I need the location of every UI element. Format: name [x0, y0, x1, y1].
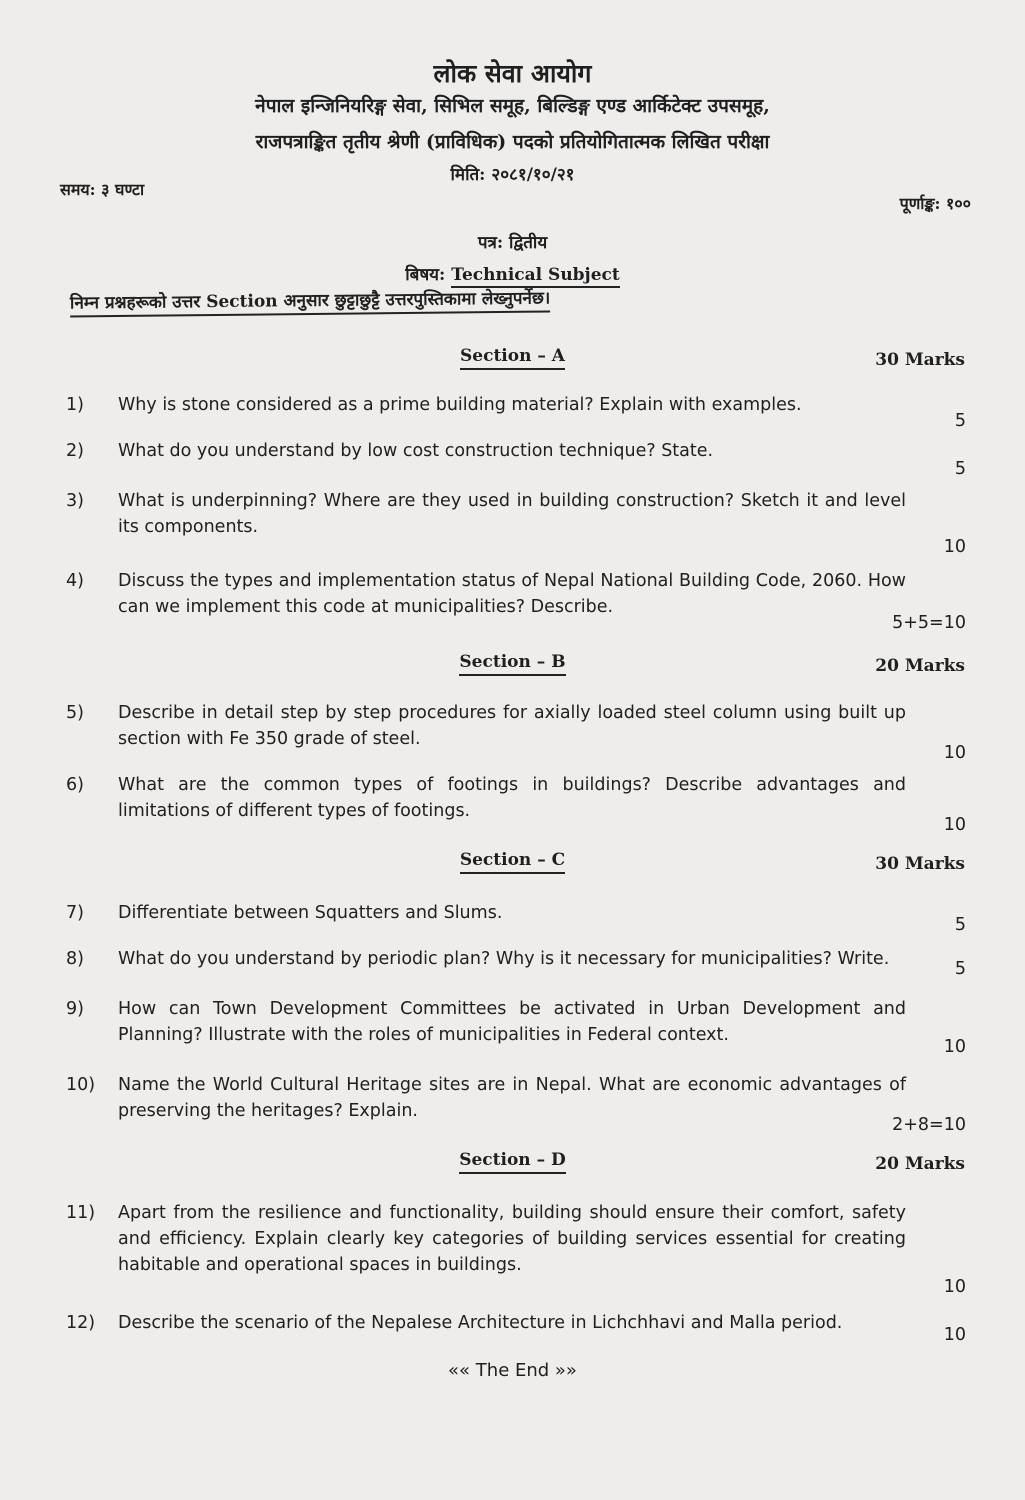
question-4 [66, 568, 966, 634]
subject-line [0, 262, 1025, 285]
question-marks: 5 [954, 411, 966, 431]
section-d-heading [0, 1150, 1025, 1180]
exam-line: राजपत्राङ्कित तृतीय श्रेणी (प्राविधिक) पदको प्रतियोगितात्मक लिखित परीक्षा [255, 131, 770, 153]
question-9 [66, 996, 966, 1062]
question-number: 1) [66, 395, 84, 415]
question-number: 2) [66, 441, 84, 461]
exam-date: मिति: २०८१/१०/२१ [450, 165, 575, 185]
question-2 [66, 438, 966, 478]
question-text: What do you understand by low cost construction technique? State. [118, 441, 714, 461]
service-line: नेपाल इन्जिनियरिङ्ग सेवा, सिभिल समूह, बिल्डिङ्ग एण्ड आर्किटेक्ट उपसमूह, [255, 95, 770, 117]
question-number: 6) [66, 775, 84, 795]
paper-number: पत्र: द्वितीय [477, 233, 548, 253]
question-10 [66, 1072, 966, 1138]
question-12 [66, 1310, 966, 1350]
section-marks: 20 Marks [875, 656, 965, 676]
question-text: Why is stone considered as a prime building material? Explain with examples. [118, 395, 802, 415]
question-marks: 5 [954, 915, 966, 935]
question-marks: 10 [943, 1277, 966, 1297]
question-marks: 5 [954, 459, 966, 479]
question-text: Name the World Cultural Heritage sites are in Nepal. What are economic advantages of preserving the heritages? Explain. [118, 1075, 906, 1121]
question-marks: 5 [954, 959, 966, 979]
section-title: Section – C [460, 850, 565, 874]
question-number: 7) [66, 903, 84, 923]
question-number: 12) [66, 1313, 96, 1333]
question-number: 8) [66, 949, 84, 969]
section-a-heading [0, 346, 1025, 376]
exam-time: समय: ३ घण्टा [60, 180, 145, 199]
question-number: 5) [66, 703, 84, 723]
question-marks: 10 [943, 815, 966, 835]
section-b-heading [0, 652, 1025, 682]
section-title: Section – B [459, 652, 565, 676]
end-marker: «« The End »» [448, 1360, 577, 1381]
question-text: Apart from the resilience and functionality, building should ensure their comfort, safety and efficiency. Explain clearly key categories of building services essential for creating habitable and operational spaces in buildings. [118, 1203, 906, 1275]
question-marks: 10 [943, 1325, 966, 1345]
question-text: What are the common types of footings in buildings? Describe advantages and limitations of different types of footings. [118, 775, 906, 821]
question-marks: 2+8=10 [892, 1115, 966, 1135]
question-marks: 10 [943, 743, 966, 763]
question-text: What do you understand by periodic plan? Why is it necessary for municipalities? Write. [118, 949, 890, 969]
question-text: How can Town Development Committees be activated in Urban Development and Planning? Illustrate with the roles of municipalities in Federal context. [118, 999, 906, 1045]
subject-label: बिषय: [405, 265, 452, 285]
section-title: Section – A [460, 346, 565, 370]
section-marks: 20 Marks [875, 1154, 965, 1174]
question-5 [66, 700, 966, 766]
org-title: लोक सेवा आयोग [433, 59, 592, 88]
question-text: Describe in detail step by step procedures for axially loaded steel column using built up section with Fe 350 grade of steel. [118, 703, 906, 749]
question-3 [66, 488, 966, 560]
section-title: Section – D [459, 1150, 566, 1174]
section-c-heading [0, 850, 1025, 880]
question-8 [66, 946, 966, 986]
question-number: 9) [66, 999, 84, 1019]
section-marks: 30 Marks [875, 350, 965, 370]
question-11 [66, 1200, 966, 1296]
question-text: Describe the scenario of the Nepalese Architecture in Lichchhavi and Malla period. [118, 1313, 843, 1333]
question-marks: 10 [943, 537, 966, 557]
instruction: निम्न प्रश्नहरूको उत्तर Section अनुसार छुट्टाछुट्टै उत्तरपुस्तिकामा लेख्नुपर्नेछ। [70, 285, 551, 317]
question-6 [66, 772, 966, 838]
subject-value: Technical Subject [451, 265, 619, 288]
question-number: 11) [66, 1203, 96, 1223]
question-text: Differentiate between Squatters and Slums. [118, 903, 503, 923]
section-marks: 30 Marks [875, 854, 965, 874]
question-7 [66, 900, 966, 940]
question-number: 4) [66, 571, 84, 591]
question-number: 3) [66, 491, 84, 511]
question-1 [66, 392, 966, 432]
question-number: 10) [66, 1075, 96, 1095]
question-marks: 10 [943, 1037, 966, 1057]
question-text: What is underpinning? Where are they used in building construction? Sketch it and level its components. [118, 491, 906, 537]
full-marks: पूर्णाङ्क: १०० [899, 194, 971, 213]
question-text: Discuss the types and implementation status of Nepal National Building Code, 2060. How can we implement this code at municipalities? Describe. [118, 571, 906, 617]
question-marks: 5+5=10 [892, 613, 966, 633]
